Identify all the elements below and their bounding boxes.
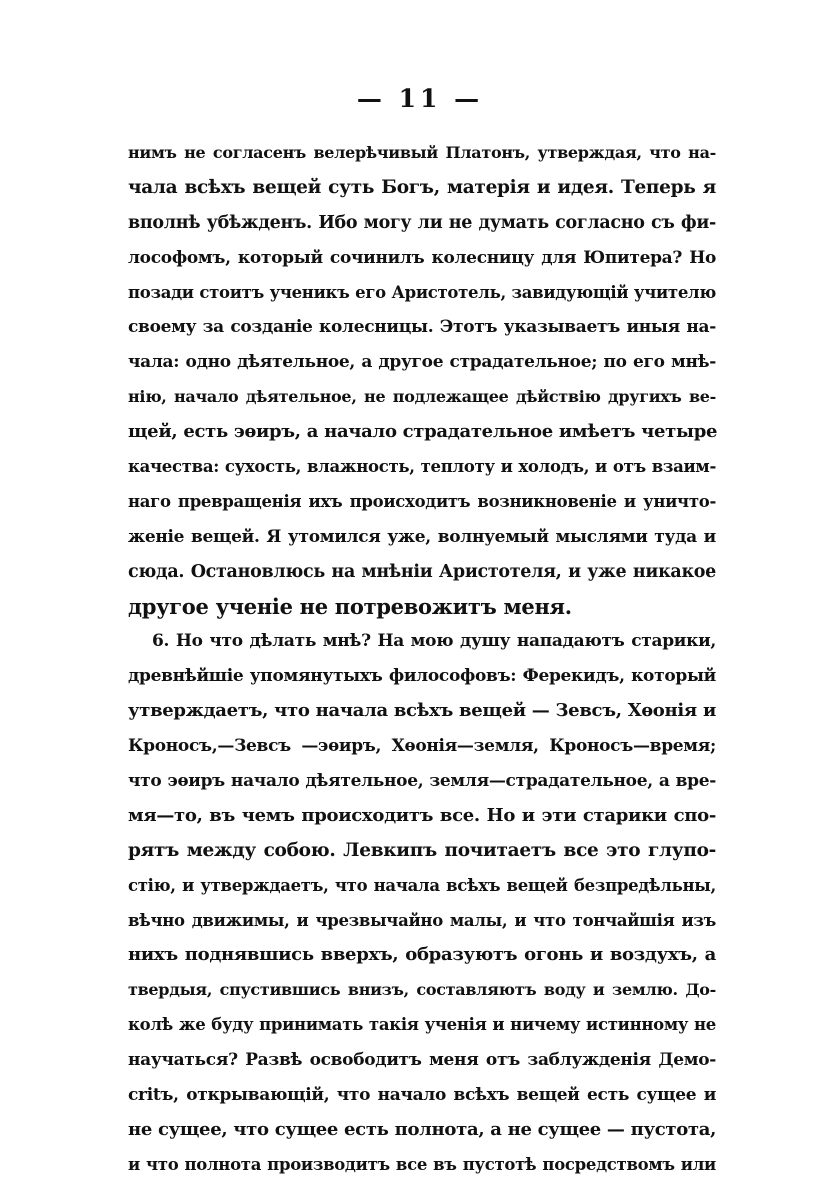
text-line: позади стоитъ ученикъ его Аристотель, завидующій учителю: [128, 282, 716, 302]
text-line: Кроносъ,—Зевсъ —эѳиръ, Хѳонія—земля, Кроносъ—время;: [128, 736, 716, 757]
text-line: вѣчно движимы, и чрезвычайно малы, и что тончайшія изъ: [128, 910, 716, 930]
text-line: вполнѣ убѣжденъ. Ибо могу ли не думать согласно съ фи-: [128, 212, 716, 233]
text-line: своему за созданіе колесницы. Этотъ указываетъ иныя на-: [128, 317, 716, 338]
text-line: щей, есть эѳиръ, а начало страдательное имѣетъ четыре: [128, 421, 718, 443]
paragraph-first-line: 6. Но что дѣлать мнѣ? На мою душу нападаютъ старики,: [152, 631, 716, 652]
text-line: древнѣйшіе упомянутыхъ философовъ: Ферекидъ, который: [128, 666, 716, 687]
text-line: твердыя, спустившись внизъ, составляютъ воду и землю. До-: [128, 980, 716, 1000]
text-line: колѣ же буду принимать такія ученія и ничему истинному не: [128, 1015, 716, 1035]
text-line: чала: одно дѣятельное, а другое страдательное; по его мнѣ-: [128, 352, 716, 373]
text-line: женіе вещей. Я утомился уже, волнуемый мыслями туда и: [128, 526, 716, 547]
paragraph-last-line: другое ученіе не потревожитъ меня.: [128, 593, 572, 619]
text-line: и что полнота производитъ все въ пустотѣ посредствомъ или: [128, 1154, 716, 1174]
text-line: качества: сухость, влажность, теплоту и холодъ, и отъ взаим-: [128, 457, 716, 477]
page-number: — 11 —: [356, 84, 484, 113]
text-line: не сущее, что сущее есть полнота, а не сущее — пустота,: [128, 1118, 717, 1140]
text-line: сюда. Остановлюсь на мнѣніи Аристотеля, и уже никакое: [128, 561, 716, 582]
text-line: наго превращенія ихъ происходитъ возникновеніе и уничто-: [128, 491, 716, 511]
text-line: стію, и утверждаетъ, что начала всѣхъ вещей безпредѣльны,: [128, 875, 716, 895]
text-line: нихъ поднявшись вверхъ, образуютъ огонь и воздухъ, а: [128, 944, 716, 966]
text-line: утверждаетъ, что начала всѣхъ вещей — Зевсъ, Хѳонія и: [128, 700, 716, 722]
text-line: научаться? Развѣ освободитъ меня отъ заблужденія Демо-: [128, 1050, 716, 1071]
text-line: нію, начало дѣятельное, не подлежащее дѣйствію другихъ ве-: [128, 387, 716, 407]
body-text: [128, 136, 716, 1183]
text-line: critъ, открывающій, что начало всѣхъ вещей есть сущее и: [128, 1085, 716, 1106]
text-line: нимъ не согласенъ велерѣчивый Платонъ, утверждая, что на-: [128, 143, 716, 162]
text-line: рятъ между собою. Левкипъ почитаетъ все это глупо-: [128, 839, 716, 861]
text-line: лософомъ, который сочинилъ колесницу для Юпитера? Но: [128, 247, 716, 268]
text-line: чала всѣхъ вещей суть Богъ, матерія и идея. Теперь я: [128, 176, 716, 198]
text-line: что эѳиръ начало дѣятельное, земля—страдательное, а вре-: [128, 771, 716, 792]
text-line: мя—то, въ чемъ происходитъ все. Но и эти старики спо-: [128, 804, 716, 826]
